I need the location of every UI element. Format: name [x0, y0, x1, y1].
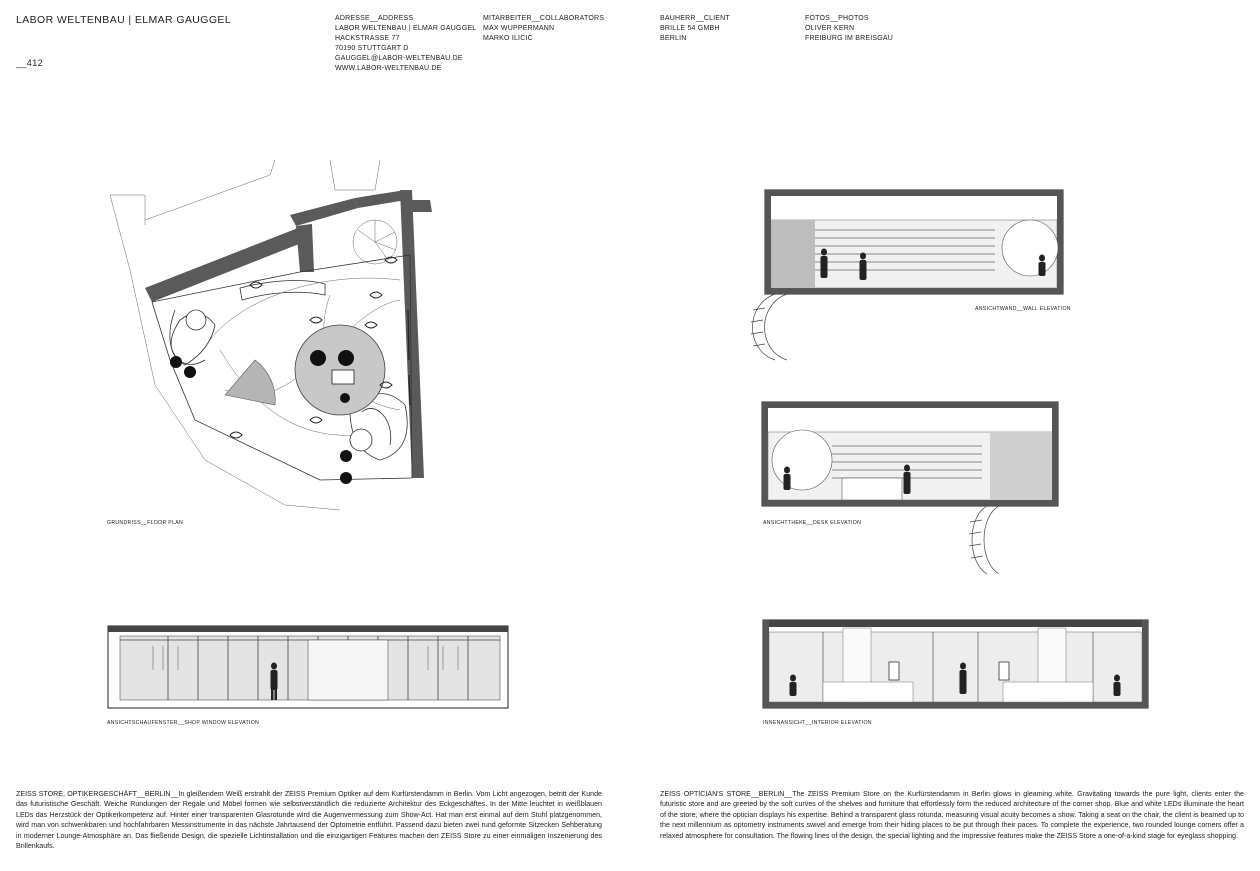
- credits-photos-line: FREIBURG IM BREISGAU: [805, 35, 894, 42]
- credits-collaborators: [483, 14, 604, 44]
- credits-client-label: BAUHERR__CLIENT: [660, 15, 730, 22]
- body-text-english: ZEISS OPTICIAN'S STORE__BERLIN__The ZEISS Premium Store on the Kurfürstendamm in Berlin glows in gleaming white. Gravitating towards the pure light, clients enter the futuristic store and are greeted by the soft curves of the shelves and furniture that effortlessly form the reduced architecture of the corner shop. Blue and white LEDs illuminate the heart of the store, where the optician displays his expertise. Behind a transparent glass rotunda, measuring visual acuity becomes a show. Taking a seat on the chair, the client is beamed up to the next millennium as optometry instruments swivel and emerge from their hiding places to be put through their paces. To complete the experience, two rounded lounge corners offer a relaxed atmosphere for consultation. The flowing lines of the design, the special lighting and the impressive features make the ZEISS Store a one-of-a-kind stage for eyeglass shopping.: [660, 790, 1244, 840]
- page-title: LABOR WELTENBAU | ELMAR GAUGGEL: [16, 14, 232, 26]
- credits-client-line: BERLIN: [660, 35, 687, 42]
- caption-shop-window: ANSICHTSCHAUFENSTER__SHOP WINDOW ELEVATION: [107, 720, 260, 726]
- floor-plan-drawing: [100, 160, 440, 510]
- credits-collaborators-line: MARKO ILICIC: [483, 35, 533, 42]
- credits-photos-line: OLIVER KERN: [805, 25, 855, 32]
- caption-floor-plan: GRUNDRISS__FLOOR PLAN: [107, 520, 184, 526]
- credits-address-line: WWW.LABOR-WELTENBAU.DE: [335, 65, 442, 72]
- credits-photos-label: FOTOS__PHOTOS: [805, 15, 869, 22]
- credits-address-line: GAUGGEL@LABOR-WELTENBAU.DE: [335, 55, 463, 62]
- credits-address-line: HACKSTRASSE 77: [335, 35, 400, 42]
- desk-elevation: [762, 402, 1062, 582]
- body-text-german: ZEISS STORE, OPTIKERGESCHÄFT__BERLIN__In gleißendem Weiß erstrahlt der ZEISS Premium Optiker auf dem Kurfürstendamm in Berlin. Vom Licht angezogen, betritt der Kunde das futuristische Geschäft. Weiche Rundungen der Regale und Möbel formen wie selbstverständlich die reduzierte Architektur des Eckgeschäftes. In der Mitte leuchtet in weißblauen LEDs das Herzstück der Optikerkompetenz auf. Hinter einer transparenten Glasrotunde wird die Augenvermessung zum Show-Act. Hat man erst einmal auf dem Stuhl platzgenommen, wird man von schwenkbaren und hochfahrbaren Messinstrumente in das nächste Jahrtausend der Optometrie entführt. Passend dazu bieten zwei rund geformte Sitzecken Sehberatung in moderner Lounge-Atmosphäre an. Das fließende Design, die spezielle Lichtinstallation und die einzigartigen Features machen den ZEISS Store zu einer einmaligen Inszenierung des Brillenkaufs.: [16, 790, 602, 851]
- shop-window-elevation: [108, 626, 508, 708]
- credits-client: [660, 14, 730, 44]
- caption-interior: INNENANSICHT__INTERIOR ELEVATION: [763, 720, 872, 726]
- credits-collaborators-line: MAX WUPPERMANN: [483, 25, 555, 32]
- page-number: __412: [16, 58, 44, 68]
- interior-elevation: [763, 620, 1148, 710]
- credits-address-label: ADRESSE__ADDRESS: [335, 15, 414, 22]
- caption-desk: ANSICHTTHEKE__DESK ELEVATION: [763, 520, 862, 526]
- credits-address: [335, 14, 476, 74]
- wall-elevation: [745, 190, 1070, 370]
- credits-address-line: LABOR WELTENBAU | ELMAR GAUGGEL: [335, 25, 477, 32]
- credits-client-line: BRILLE 54 GMBH: [660, 25, 720, 32]
- credits-photos: [805, 14, 893, 44]
- credits-address-line: 70190 STUTTGART D: [335, 45, 409, 52]
- credits-collaborators-label: MITARBEITER__COLLABORATORS: [483, 15, 605, 22]
- caption-wall: ANSICHTWAND__WALL ELEVATION: [975, 306, 1071, 312]
